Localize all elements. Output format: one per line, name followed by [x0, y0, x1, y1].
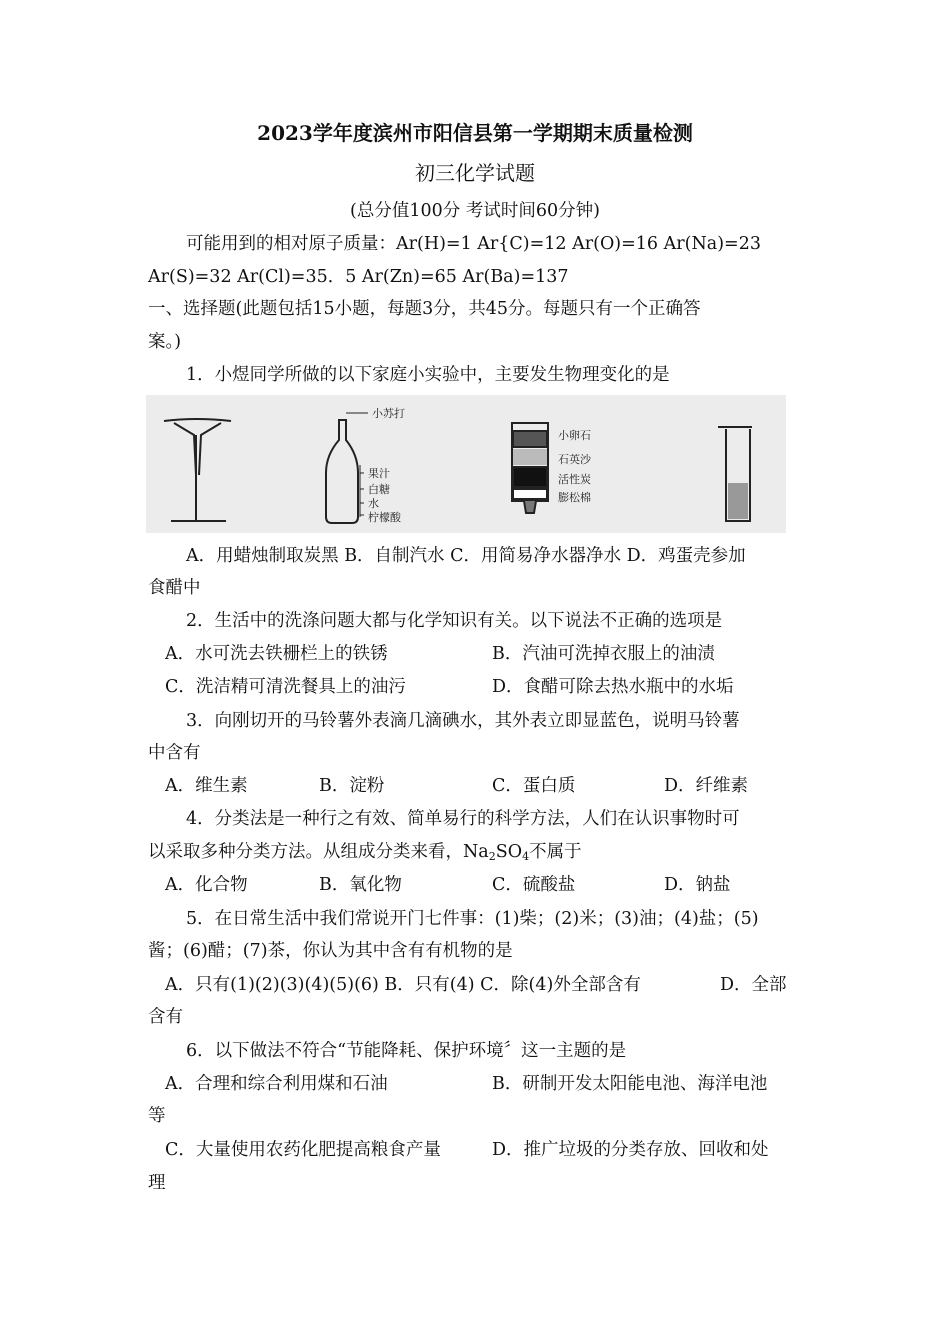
- q2-stem: 2．生活中的洗涤问题大都与化学知识有关。以下说法不正确的选项是: [186, 611, 723, 631]
- bottle-bracket: [360, 465, 364, 517]
- figure-label-juice: 果汁: [368, 467, 390, 480]
- q4-stem-cont: [148, 841, 582, 863]
- q5-options-cont: 含有: [148, 1007, 183, 1027]
- q4-stem-prefix: 以采取多种分类方法。从组成分类来看，Na: [148, 842, 489, 862]
- q3-option-d: D．纤维素: [664, 776, 749, 796]
- q3-option-a: A．维生素: [165, 776, 248, 796]
- exam-info: (总分值100分 考试时间60分钟): [350, 201, 600, 221]
- q1-options-cont: 食醋中: [148, 578, 201, 598]
- q4-option-a: A．化合物: [165, 875, 248, 895]
- section-heading-cont: 案。): [148, 332, 182, 352]
- q6-option-d: D．推广垃圾的分类存放、回收和处: [492, 1140, 769, 1160]
- q2-option-c: C．洗洁精可清洗餐具上的油污: [165, 677, 406, 697]
- bottle-outline: [326, 420, 358, 523]
- cotton-layer: [513, 489, 547, 499]
- q6-option-b-cont: 等: [148, 1106, 166, 1126]
- q4-formula-so: SO: [495, 842, 523, 862]
- q4-stem: 4．分类法是一种行之有效、简单易行的科学方法，人们在认识事物时可: [186, 809, 740, 829]
- figure-label-activated-carbon: 活性炭: [558, 473, 591, 486]
- figure-label-quartz-sand: 石英沙: [558, 453, 591, 466]
- figure-label-sugar: 白糖: [368, 483, 390, 496]
- q3-stem-cont: 中含有: [148, 743, 201, 763]
- q2-option-a: A．水可洗去铁栅栏上的铁锈: [165, 644, 388, 664]
- q6-option-a: A．合理和综合利用煤和石油: [165, 1074, 388, 1094]
- q3-stem: 3．向刚切开的马铃薯外表滴几滴碘水，其外表立即显蓝色，说明马铃薯: [186, 711, 740, 731]
- cup-apparatus: [718, 427, 752, 521]
- atomic-masses-line2: Ar(S)=32 Ar(Cl)=35．5 Ar(Zn)=65 Ar(Ba)=137: [148, 267, 569, 287]
- q5-stem-cont: 酱；(6)醋；(7)茶，你认为其中含有有机物的是: [148, 941, 513, 961]
- sand-layer: [513, 449, 547, 465]
- carbon-layer: [513, 467, 547, 487]
- figure-label-cotton: 膨松棉: [558, 491, 591, 504]
- atomic-masses-line1: 可能用到的相对原子质量：Ar(H)=1 Ar{C)=12 Ar(O)=16 Ar(Na)=23: [186, 234, 761, 254]
- purifier-outlet: [524, 501, 536, 513]
- purifier-apparatus: [512, 423, 548, 513]
- q5-stem: 5．在日常生活中我们常说开门七件事：(1)柴；(2)米；(3)油；(4)盐；(5): [186, 909, 759, 929]
- exam-title: 2023学年度滨州市阳信县第一学期期末质量检测: [257, 121, 693, 145]
- bottle-apparatus: [326, 413, 368, 523]
- q5-options: A．只有(1)(2)(3)(4)(5)(6) B．只有(4) C．除(4)外全部含有: [165, 975, 641, 995]
- q4-option-b: B．氧化物: [319, 875, 402, 895]
- funnel-dish: [164, 419, 231, 421]
- q4-option-c: C．硫酸盐: [492, 875, 576, 895]
- section-heading: 一、选择题(此题包括15小题，每题3分，共45分。每题只有一个正确答: [148, 299, 701, 319]
- funnel-neck: [174, 423, 196, 475]
- pebble-layer: [513, 431, 547, 447]
- q1-stem: 1．小煜同学所做的以下家庭小实验中，主要发生物理变化的是: [186, 365, 670, 385]
- candle-apparatus: [164, 419, 231, 521]
- q2-option-b: B．汽油可洗掉衣服上的油渍: [492, 644, 715, 664]
- q6-stem: 6．以下做法不符合“节能降耗、保护环境〞这一主题的是: [186, 1041, 627, 1061]
- q1-figure: [146, 395, 786, 533]
- q5-option-d: D．全部: [720, 975, 787, 995]
- q6-option-b: B．研制开发太阳能电池、海洋电池: [492, 1074, 768, 1094]
- exam-subtitle: 初三化学试题: [415, 161, 535, 185]
- q1-figure-svg: [146, 395, 786, 533]
- cup-liquid: [728, 483, 748, 519]
- q1-options: A．用蜡烛制取炭黑 B．自制汽水 C．用简易净水器净水 D．鸡蛋壳参加: [186, 546, 746, 566]
- q4-subscript-2: 2: [488, 850, 496, 863]
- q3-option-c: C．蛋白质: [492, 776, 576, 796]
- q3-option-b: B．淀粉: [319, 776, 385, 796]
- funnel-neck-right: [199, 423, 221, 475]
- figure-label-baking-soda: 小苏打: [372, 407, 405, 420]
- q4-subscript-4: 4: [522, 850, 530, 863]
- q2-option-d: D．食醋可除去热水瓶中的水垢: [492, 677, 734, 697]
- q6-option-d-cont: 理: [148, 1173, 166, 1193]
- figure-label-citric-acid: 柠檬酸: [368, 511, 401, 524]
- q4-option-d: D．钠盐: [664, 875, 731, 895]
- figure-label-pebbles: 小卵石: [558, 429, 591, 442]
- figure-label-water: 水: [368, 497, 379, 510]
- q6-option-c: C．大量使用农药化肥提高粮食产量: [165, 1140, 441, 1160]
- q4-stem-suffix: 不属于: [529, 842, 582, 862]
